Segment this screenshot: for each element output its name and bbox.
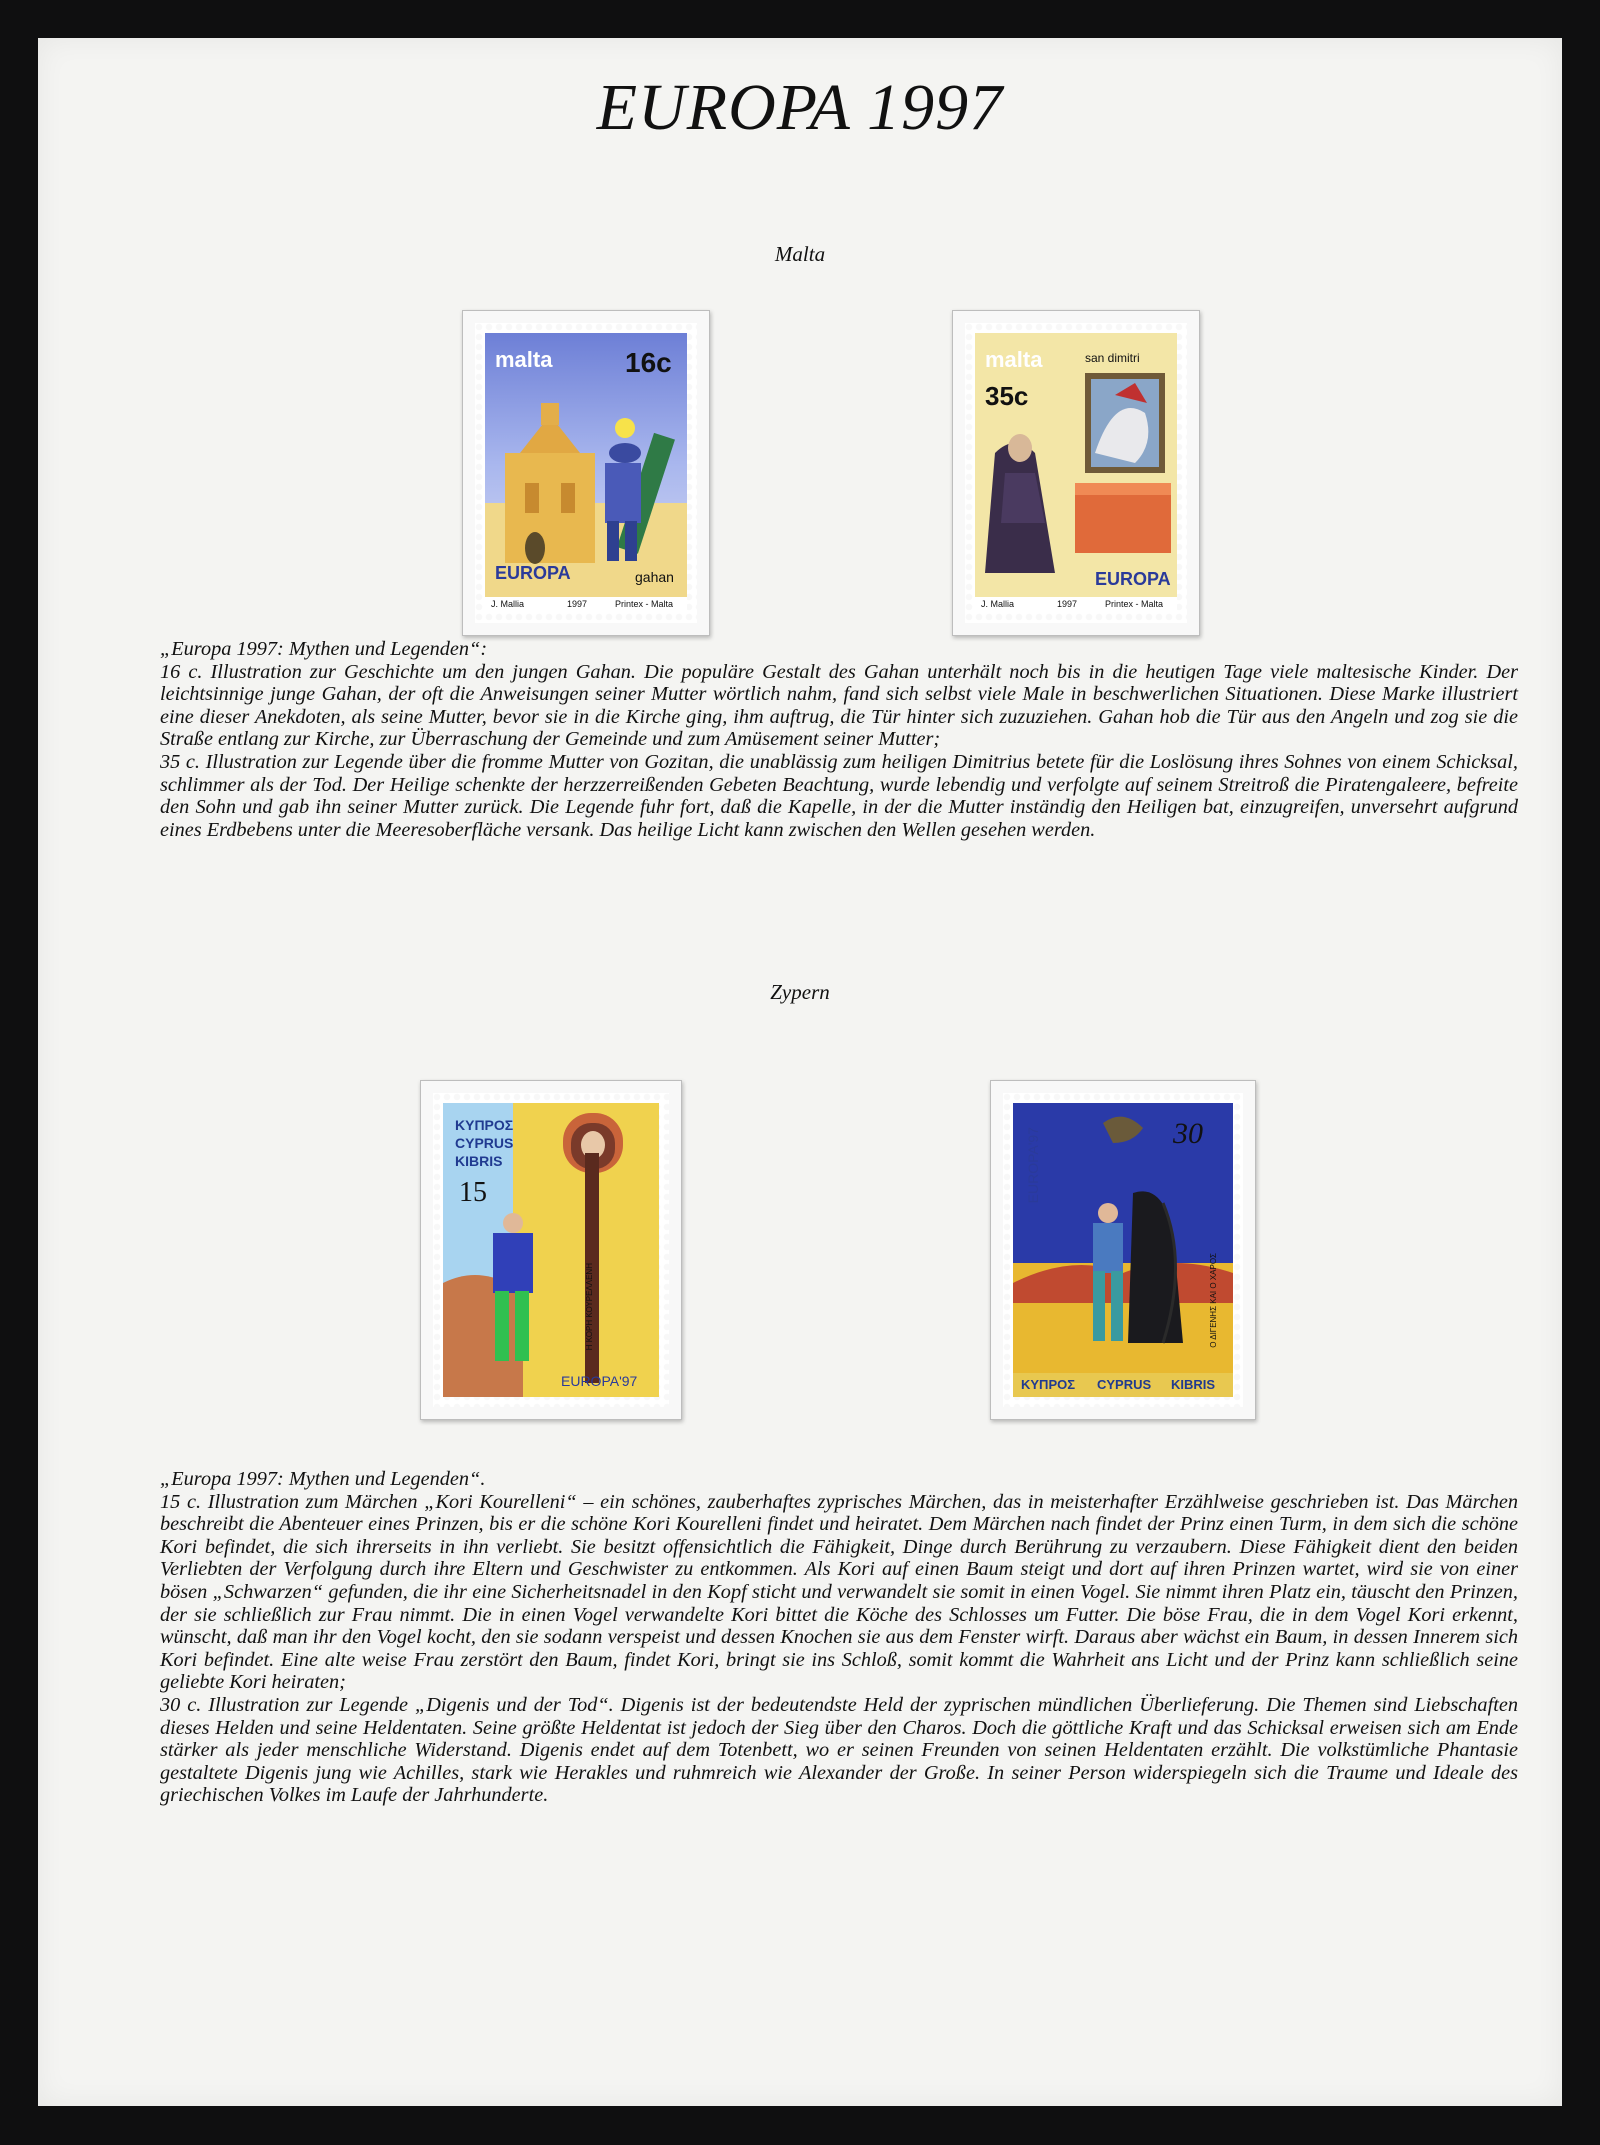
stamp-caption: gahan	[635, 569, 674, 585]
cyprus-15c-text: 15 c. Illustration zum Märchen „Kori Kourelleni“ – ein schönes, zauberhaftes zyprisches Märchen, das in meisterhafter Erzählweise geschrieben ist. Das Märchen beschreibt die Abenteuer eines Prinzen, bis er die schöne Kori Kourelleni findet und heiratet. Dem Märchen nach findet der Prinz einen Turm, in dem sich die schöne Kori befindet, die sich ihrerseits in ihn verliebt. Sie besitzt offensichtlich die Fähigkeit, Dinge durch Berührung zu verzaubern. Diese Fähigkeit dient den beiden Verliebten der Verfolgung durch ihre Eltern und Geschwister zu entkommen. Als Kori auf einen Baum steigt und dort auf ihren Prinzen wartet, wird sie von einer bösen „Schwarzen“ gefunden, die ihr eine Sicherheitsnadel in den Kopf sticht und verwandelt sie somit in einen Vogel. Sie nimmt ihren Platz ein, täuscht den Prinzen, der sie schließlich zur Frau nimmt. Die in einen Vogel verwandelte Kori bittet die Köche des Schlosses um Futter. Die böse Frau, die in dem Vogel Kori erkennt, wünscht, daß man ihr den Vogel kocht, den sie sodann verspeist und dessen Knochen sie aus dem Fenster wirft. Daraus aber wächst ein Baum, in dessen Innerem sich Kori befindet. Eine alte weise Frau zerstört den Baum, findet Kori, bringt sie ins Schloß, somit kommt die Wahrheit ans Licht und der Prinz kann schließlich seine geliebte Kori heiraten;	[160, 1490, 1518, 1694]
stamp-country-label: malta	[985, 347, 1043, 372]
stamp-printer: Printex - Malta	[1105, 599, 1164, 609]
europa-logo: EUROPA	[495, 563, 571, 583]
malta-16c-text: 16 c. Illustration zur Geschichte um den jungen Gahan. Die populäre Gestalt des Gahan unterhält noch bis in die heutigen Tage viele maltesische Kinder. Der leichtsinnige junge Gahan, der oft die Anweisungen seiner Mutter wörtlich nahm, fand sich selbst viele Male in beschwerlichen Situationen. Diese Marke illustriert eine dieser Anekdoten, als seine Mutter, bevor sie in die Kirche ging, ihm auftrug, die Tür hinter sich zuzuziehen. Gahan hob die Tür aus den Angeln und zog sie die Straße entlang zur Kirche, zur Überraschung der Gemeinde und zum Amüsement seiner Mutter;	[160, 660, 1518, 751]
stamp-designer: J. Mallia	[981, 599, 1015, 609]
malta-stamp-16c	[475, 323, 697, 623]
cyprus-30c-text: 30 c. Illustration zur Legende „Digenis und der Tod“. Digenis ist der bedeutendste Held der zyprischen mündlichen Überlieferung. Die Themen sind Liebschaften dieses Helden und seine Heldentaten. Seine größte Heldentat ist jedoch der Sieg über den Charos. Doch die göttliche Kraft und das Schicksal erweisen sich am Ende stärker als jeder menschliche Widerstand. Digenis endet auf dem Totenbett, wo er seinen Freunden von seinen Heldentaten erzählt. Die volkstümliche Phantasie gestaltete Digenis jung wie Achilles, stark wie Herakles und ruhmreich wie Alexander der Große. In seiner Person widerspiegeln sich die Traume und Ideale des griechischen Volkes im Laufe der Jahrhunderte.	[160, 1693, 1518, 1807]
malta-intro: „Europa 1997: Mythen und Legenden“:	[160, 638, 488, 660]
stamp-subtitle: san dimitri	[1085, 351, 1140, 365]
stamp-value: 35c	[985, 381, 1029, 411]
europa-logo: EUROPA	[1095, 569, 1171, 589]
cyprus-stamp-30	[1003, 1093, 1243, 1407]
cyprus-stamp-15	[433, 1093, 669, 1407]
stamp-country-turkish: KIBRIS	[1171, 1377, 1216, 1392]
stamp-year: 1997	[1057, 599, 1078, 609]
cyprus-intro: „Europa 1997: Mythen und Legenden“.	[160, 1468, 486, 1490]
cyprus-stamp-30-mount	[990, 1080, 1256, 1420]
cyprus-stamp-15-mount	[420, 1080, 682, 1420]
malta-description	[160, 638, 1518, 841]
stamp-country-greek: ΚΥΠΡΟΣ	[455, 1117, 514, 1133]
stamp-designer: J. Mallia	[491, 599, 525, 609]
stamp-country-label: malta	[495, 347, 553, 372]
malta-stamp-35c	[965, 323, 1187, 623]
malta-stamp-35c-mount	[952, 310, 1200, 636]
stamp-country-turkish: KIBRIS	[455, 1153, 503, 1169]
cyprus-heading: Zypern	[770, 980, 830, 1004]
stamp-country-greek: ΚΥΠΡΟΣ	[1021, 1377, 1076, 1392]
stamp-value: 15	[459, 1177, 487, 1208]
album-page	[38, 38, 1562, 2106]
malta-35c-text: 35 c. Illustration zur Legende über die fromme Mutter von Gozitan, die unablässig zum heiligen Dimitrius betete für die Loslösung ihres Sohnes von einem Schicksal, schlimmer als der Tod. Der Heilige schenkte der herzzerreißenden Gebeten Beachtung, wurde lebendig und verfolgte auf seinem Streitroß die Piratengaleere, befreite den Sohn und gab ihn seiner Mutter zurück. Die Legende fuhr fort, daß die Kapelle, in der die Mutter inständig den Heiligen bat, einzugreifen, unversehrt aufgrund eines Erdbebens unter die Meeresoberfläche versank. Das heilige Licht kann zwischen den Wellen gesehen werden.	[160, 750, 1518, 841]
stamp-value: 16c	[625, 347, 672, 378]
stamp-year: 1997	[567, 599, 588, 609]
stamp-value: 30	[1173, 1117, 1203, 1150]
stamp-country-english: CYPRUS	[455, 1135, 514, 1151]
cyprus-description	[160, 1468, 1518, 1807]
europa-logo: EUROPA'97	[561, 1373, 638, 1389]
malta-stamp-16c-mount	[462, 310, 710, 636]
stamp-side-caption: Ο ΔΙΓΕΝΗΣ ΚΑΙ Ο ΧΑΡΟΣ	[1209, 1253, 1218, 1348]
stamp-printer: Printex - Malta	[615, 599, 674, 609]
europa-logo: EUROPA'97	[1025, 1127, 1041, 1204]
malta-heading: Malta	[774, 242, 826, 266]
stamp-country-english: CYPRUS	[1097, 1377, 1152, 1392]
page-title: EUROPA 1997	[596, 71, 1004, 144]
stamp-side-caption: Η ΚΟΡΗ ΚΟΥΡΕΛΛΕΝΗ	[585, 1263, 594, 1351]
